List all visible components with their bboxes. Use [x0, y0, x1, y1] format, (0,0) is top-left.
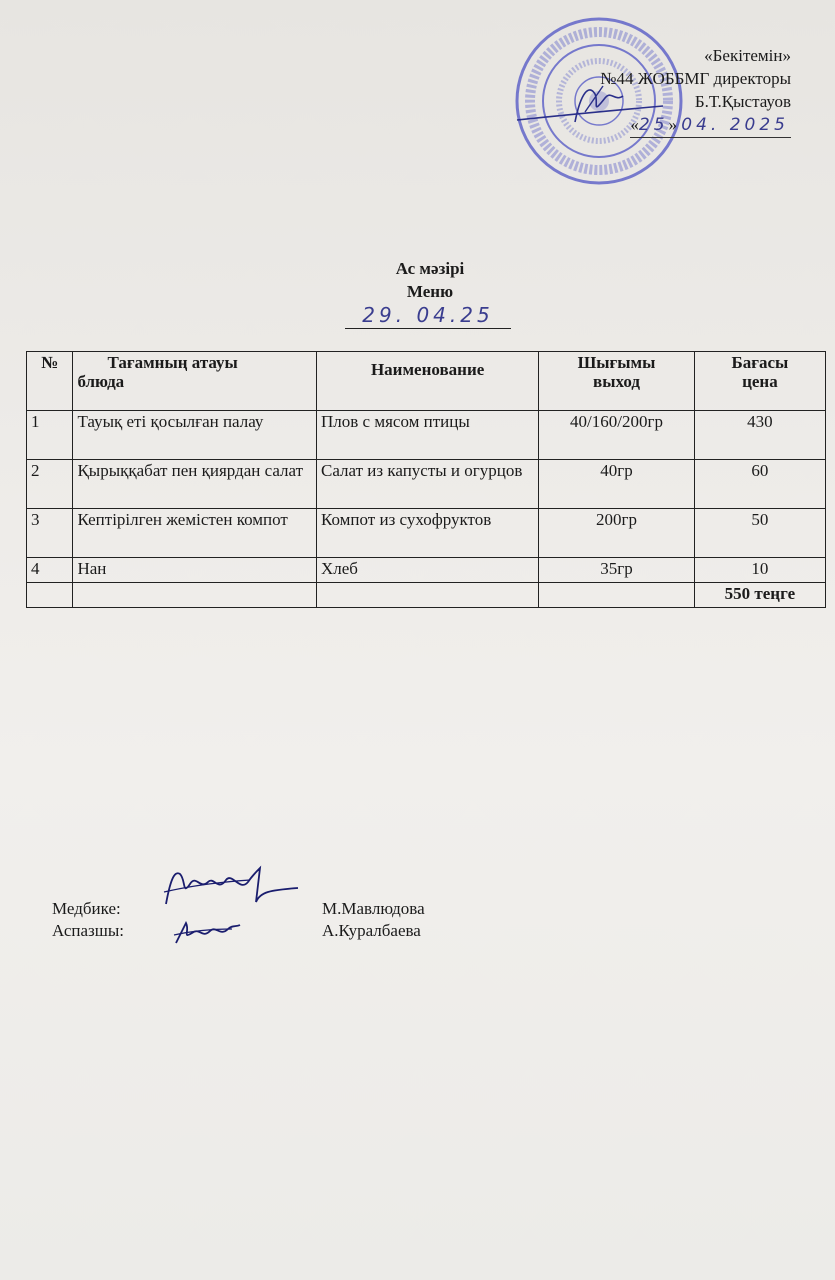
total-value: 550 теңге	[694, 583, 825, 608]
row-kz: Тауық еті қосылған палау	[73, 411, 317, 460]
approval-date-day: 25	[638, 115, 669, 135]
total-empty-cell	[27, 583, 73, 608]
table-row	[27, 558, 826, 583]
menu-date: 29. 04.25	[345, 302, 511, 329]
approval-block	[600, 44, 791, 138]
menu-title-ru: Меню	[406, 282, 454, 301]
total-empty-cell	[73, 583, 317, 608]
header-out	[539, 352, 695, 411]
row-ru: Компот из сухофруктов	[317, 509, 539, 558]
row-kz: Қырыққабат пен қиярдан салат	[73, 460, 317, 509]
nurse-line	[52, 898, 425, 919]
header-ru: Наименование	[317, 352, 539, 411]
header-price-line1: Бағасы	[731, 353, 789, 372]
row-out: 40/160/200гр	[539, 411, 695, 460]
table-row	[27, 460, 826, 509]
header-kz	[73, 352, 317, 411]
total-empty-cell	[539, 583, 695, 608]
row-price: 430	[694, 411, 825, 460]
approval-director-name: Б.Т.Қыстауов	[694, 92, 791, 111]
cook-label: Аспазшы:	[52, 921, 124, 940]
row-no: 1	[27, 411, 73, 460]
row-kz: Кептірілген жемістен компот	[73, 509, 317, 558]
cook-name: А.Куралбаева	[322, 921, 421, 940]
row-price: 50	[694, 509, 825, 558]
table-row	[27, 411, 826, 460]
row-ru: Плов с мясом птицы	[317, 411, 539, 460]
row-kz: Нан	[73, 558, 317, 583]
row-price: 10	[694, 558, 825, 583]
cook-line	[52, 920, 421, 941]
approval-title: «Бекітемін»	[704, 46, 791, 65]
row-out: 40гр	[539, 460, 695, 509]
table-total-row	[27, 583, 826, 608]
table-row	[27, 509, 826, 558]
approval-date-quote-close: »	[668, 115, 678, 134]
row-no: 2	[27, 460, 73, 509]
header-kz-line2: блюда	[77, 372, 125, 391]
row-price: 60	[694, 460, 825, 509]
approval-date-quote-open: «	[630, 115, 639, 134]
nurse-name: М.Мавлюдова	[322, 899, 425, 918]
header-kz-line1: Тағамның атауы	[107, 353, 238, 372]
table-header-row	[27, 352, 826, 411]
approval-position: №44 ЖОББМГ директоры	[600, 69, 791, 88]
menu-title-kz: Ас мәзірі	[395, 259, 465, 278]
row-ru: Хлеб	[317, 558, 539, 583]
total-empty-cell	[317, 583, 539, 608]
header-price-line2: цена	[742, 372, 778, 391]
menu-table	[26, 351, 826, 608]
row-ru: Салат из капусты и огурцов	[317, 460, 539, 509]
row-no: 3	[27, 509, 73, 558]
row-no: 4	[27, 558, 73, 583]
header-price	[694, 352, 825, 411]
approval-date-rest: 04. 2025	[681, 115, 789, 135]
header-no: №	[27, 352, 73, 411]
approval-date	[630, 113, 791, 138]
row-out: 35гр	[539, 558, 695, 583]
row-out: 200гр	[539, 509, 695, 558]
nurse-label: Медбике:	[52, 899, 121, 918]
header-out-line2: выход	[593, 372, 640, 391]
header-out-line1: Шығымы	[577, 353, 656, 372]
